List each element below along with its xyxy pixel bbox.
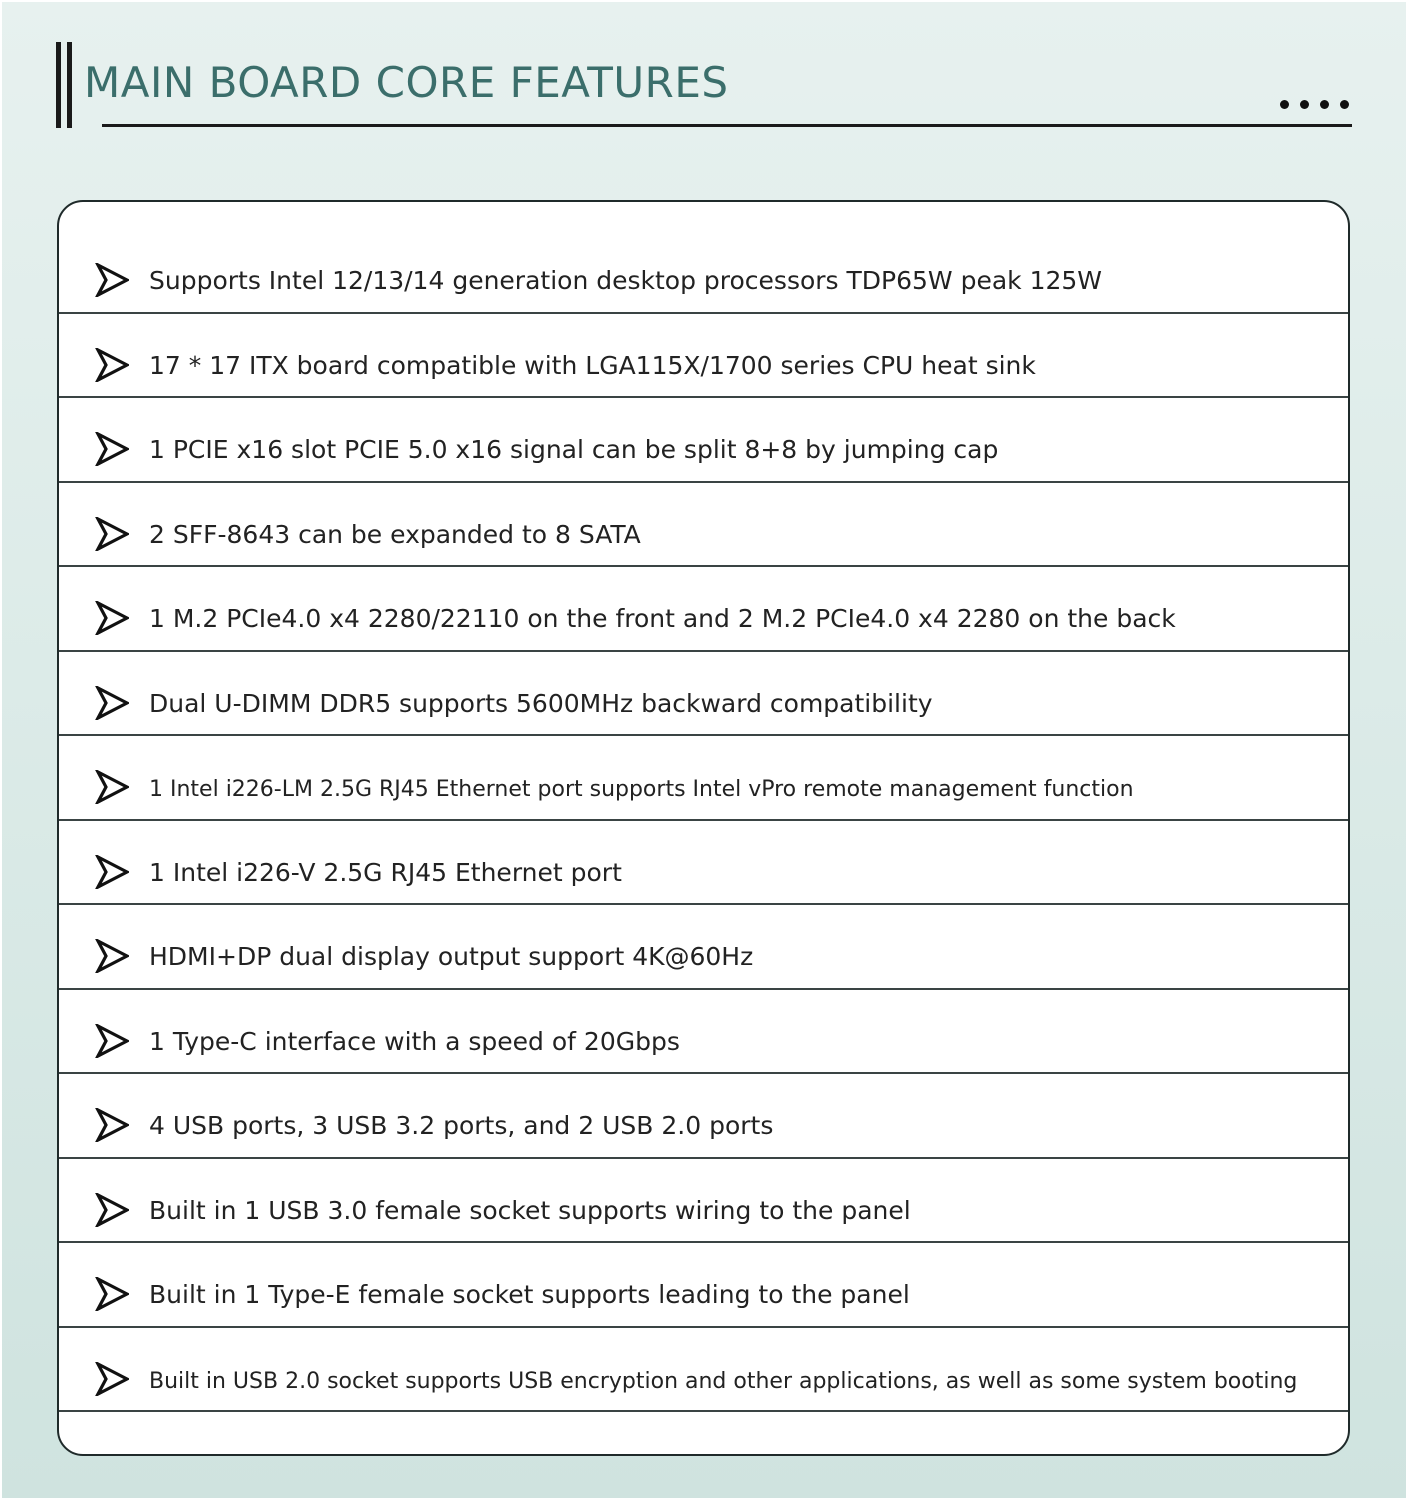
feature-item: [59, 314, 1348, 399]
feature-text: 17 * 17 ITX board compatible with LGA115X/1700 series CPU heat sink: [149, 350, 1036, 380]
arrow-right-icon: [95, 517, 129, 551]
feature-item: [59, 1074, 1348, 1159]
feature-text: 1 M.2 PCIe4.0 x4 2280/22110 on the front and 2 M.2 PCIe4.0 x4 2280 on the back: [149, 604, 1176, 633]
feature-item: [59, 483, 1348, 568]
arrow-right-icon: [95, 1277, 129, 1311]
arrow-right-icon: [95, 1108, 129, 1142]
dot: [1300, 100, 1309, 109]
arrow-right-icon: [95, 855, 129, 889]
feature-text: 2 SFF-8643 can be expanded to 8 SATA: [149, 519, 641, 549]
title-accent-bar: [67, 42, 72, 128]
arrow-right-icon: [95, 1024, 129, 1058]
feature-item: [59, 1328, 1348, 1413]
feature-item: [59, 736, 1348, 821]
arrow-right-icon: [95, 1362, 129, 1396]
more-dots-icon: [1280, 100, 1350, 112]
feature-item: [59, 567, 1348, 652]
title-accent-bars: [56, 42, 78, 128]
feature-item: [59, 652, 1348, 737]
arrow-right-icon: [95, 432, 129, 466]
arrow-right-icon: [95, 348, 129, 382]
dot: [1340, 100, 1349, 109]
feature-text: 1 Intel i226-LM 2.5G RJ45 Ethernet port supports Intel vPro remote management function: [149, 777, 1134, 802]
feature-text: 1 PCIE x16 slot PCIE 5.0 x16 signal can be split 8+8 by jumping cap: [149, 435, 999, 464]
features-card: [57, 200, 1350, 1456]
feature-item: [59, 821, 1348, 906]
feature-text: Built in 1 Type-E female socket supports leading to the panel: [149, 1280, 910, 1309]
dot: [1280, 100, 1289, 109]
arrow-right-icon: [95, 770, 129, 804]
title-accent-bar: [56, 42, 61, 128]
feature-item: [59, 398, 1348, 483]
features-list: [59, 229, 1348, 1412]
feature-text: 1 Intel i226-V 2.5G RJ45 Ethernet port: [149, 857, 622, 887]
feature-text: 1 Type-C interface with a speed of 20Gbps: [149, 1026, 680, 1056]
feature-item: [59, 1159, 1348, 1244]
page-title: MAIN BOARD CORE FEATURES: [84, 58, 729, 107]
arrow-right-icon: [95, 601, 129, 635]
feature-text: 4 USB ports, 3 USB 3.2 ports, and 2 USB 2.0 ports: [149, 1111, 774, 1140]
feature-item: [59, 905, 1348, 990]
feature-item: [59, 229, 1348, 314]
feature-item: [59, 990, 1348, 1075]
feature-text: Supports Intel 12/13/14 generation desktop processors TDP65W peak 125W: [149, 266, 1103, 295]
arrow-right-icon: [95, 939, 129, 973]
feature-text: Dual U-DIMM DDR5 supports 5600MHz backward compatibility: [149, 688, 933, 718]
arrow-right-icon: [95, 263, 129, 297]
feature-text: Built in 1 USB 3.0 female socket supports wiring to the panel: [149, 1195, 911, 1225]
dot: [1320, 100, 1329, 109]
arrow-right-icon: [95, 1193, 129, 1227]
arrow-right-icon: [95, 686, 129, 720]
feature-text: Built in USB 2.0 socket supports USB encryption and other applications, as well as some system booting: [149, 1368, 1298, 1394]
feature-item: [59, 1243, 1348, 1328]
feature-text: HDMI+DP dual display output support 4K@60Hz: [149, 942, 754, 971]
title-underline: [102, 124, 1352, 127]
